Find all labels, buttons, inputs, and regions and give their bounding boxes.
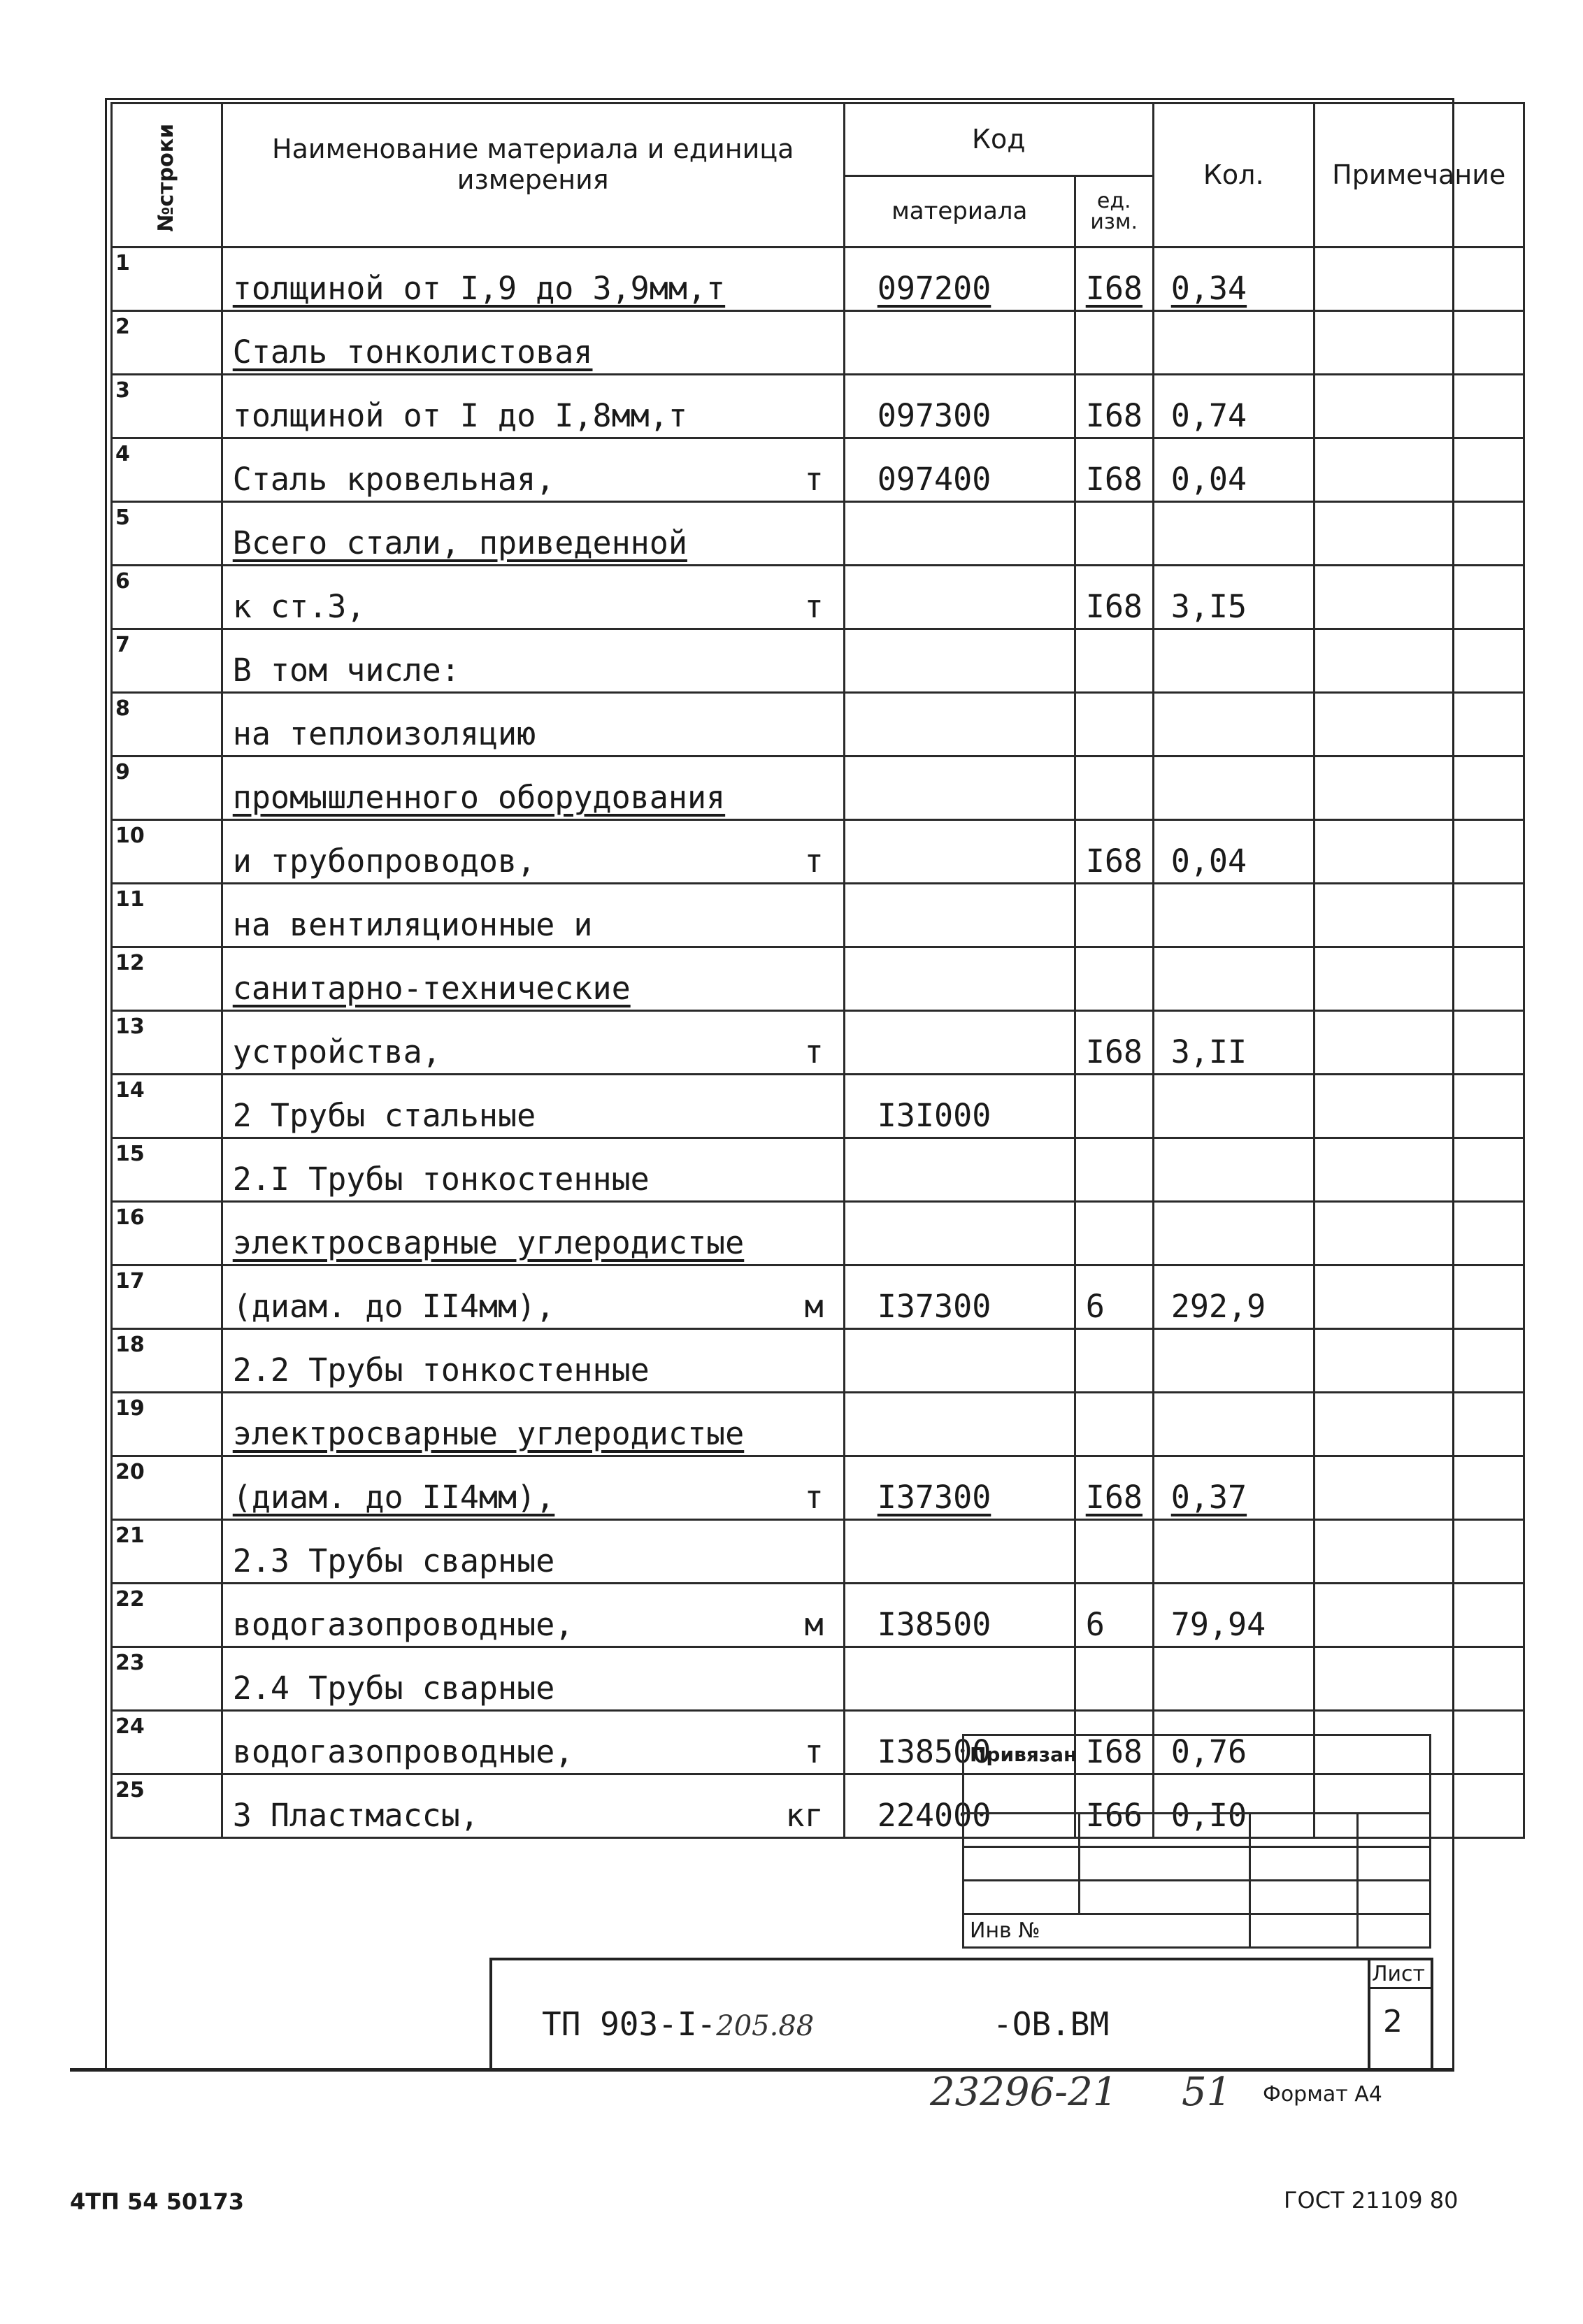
unit-code: I68 xyxy=(1075,566,1153,629)
table-row xyxy=(112,629,1524,693)
row-number: 19 xyxy=(112,1393,222,1456)
material-name xyxy=(222,756,844,820)
note xyxy=(1314,248,1524,311)
table-row xyxy=(112,1393,1524,1456)
material-code xyxy=(844,947,1075,1011)
sheet-number: 2 xyxy=(1383,2004,1403,2039)
standard-reference: ГОСТ 21109 80 xyxy=(1284,2187,1459,2214)
material-name-text: промышленного оборудования xyxy=(232,779,726,816)
measure-unit: т xyxy=(804,842,824,880)
header-code-unit: ед. изм. xyxy=(1075,176,1153,248)
note xyxy=(1314,947,1524,1011)
material-code xyxy=(844,311,1075,375)
unit-code: 6 xyxy=(1075,1265,1153,1329)
material-name xyxy=(222,1329,844,1393)
row-number: 24 xyxy=(112,1711,222,1774)
row-number: 23 xyxy=(112,1647,222,1711)
row-number: 1 xyxy=(112,248,222,311)
unit-code xyxy=(1075,756,1153,820)
unit-code xyxy=(1075,1138,1153,1202)
row-number: 7 xyxy=(112,629,222,693)
quantity: 79,94 xyxy=(1153,1584,1314,1647)
designation-prefix: ТП 903-I- xyxy=(542,2005,717,2043)
material-name xyxy=(222,566,844,629)
quantity xyxy=(1153,311,1314,375)
unit-code xyxy=(1075,1202,1153,1265)
note xyxy=(1314,1329,1524,1393)
row-number: 6 xyxy=(112,566,222,629)
note xyxy=(1314,375,1524,438)
note xyxy=(1314,1075,1524,1138)
quantity xyxy=(1153,1138,1314,1202)
material-name-text: Сталь тонколистовая xyxy=(232,333,593,371)
material-name xyxy=(222,1011,844,1075)
bound-stamp xyxy=(962,1734,1431,1949)
material-code: 097400 xyxy=(844,438,1075,502)
material-name-text: и трубопроводов, xyxy=(232,842,536,880)
material-name-text: 2.2 Трубы тонкостенные xyxy=(232,1351,650,1389)
row-number: 22 xyxy=(112,1584,222,1647)
unit-code xyxy=(1075,1647,1153,1711)
unit-code: I68 xyxy=(1075,820,1153,884)
material-name xyxy=(222,1774,844,1838)
table-row xyxy=(112,1520,1524,1584)
quantity: 0,I0 xyxy=(1153,1774,1314,1838)
note xyxy=(1314,693,1524,756)
material-code xyxy=(844,756,1075,820)
sheet-label: Лист xyxy=(1372,1962,1426,1986)
unit-code xyxy=(1075,947,1153,1011)
material-name-text: 3 Пластмассы, xyxy=(232,1797,479,1834)
table-row xyxy=(112,502,1524,566)
table-row xyxy=(112,884,1524,947)
unit-code xyxy=(1075,311,1153,375)
quantity: 0,34 xyxy=(1153,248,1314,311)
quantity xyxy=(1153,1647,1314,1711)
material-name-text: на вентиляционные и xyxy=(232,906,593,943)
designation-suffix: -ОВ.ВМ xyxy=(993,2005,1110,2043)
measure-unit: м xyxy=(804,1288,824,1325)
measure-unit: т xyxy=(804,1033,824,1070)
table-row xyxy=(112,1329,1524,1393)
row-number: 17 xyxy=(112,1265,222,1329)
quantity: 292,9 xyxy=(1153,1265,1314,1329)
quantity: 0,04 xyxy=(1153,820,1314,884)
header-note: Примечание xyxy=(1314,103,1524,248)
quantity xyxy=(1153,629,1314,693)
measure-unit: т xyxy=(804,1733,824,1770)
measure-unit: т xyxy=(804,461,824,498)
quantity xyxy=(1153,1520,1314,1584)
archive-number: 23296-21 xyxy=(930,2070,1118,2115)
material-name xyxy=(222,884,844,947)
material-name xyxy=(222,248,844,311)
row-number: 13 xyxy=(112,1011,222,1075)
row-number: 18 xyxy=(112,1329,222,1393)
header-code-material: материала xyxy=(844,176,1075,248)
material-name xyxy=(222,1075,844,1138)
material-name xyxy=(222,311,844,375)
table-row xyxy=(112,1584,1524,1647)
material-name-text: электросварные углеродистые xyxy=(232,1415,745,1452)
quantity xyxy=(1153,756,1314,820)
quantity: 0,37 xyxy=(1153,1456,1314,1520)
material-name-text: толщиной от I,9 до 3,9мм,т xyxy=(232,270,726,307)
unit-code xyxy=(1075,1075,1153,1138)
row-number: 20 xyxy=(112,1456,222,1520)
note xyxy=(1314,1456,1524,1520)
row-number: 25 xyxy=(112,1774,222,1838)
unit-code xyxy=(1075,502,1153,566)
material-name-text: толщиной от I до I,8мм,т xyxy=(232,397,687,434)
material-code: I37300 xyxy=(844,1456,1075,1520)
row-number: 4 xyxy=(112,438,222,502)
material-name xyxy=(222,1456,844,1520)
quantity: 0,74 xyxy=(1153,375,1314,438)
material-name-text: устройства, xyxy=(232,1033,441,1070)
material-name xyxy=(222,1647,844,1711)
material-name-text: к ст.3, xyxy=(232,588,366,625)
material-code: I38500 xyxy=(844,1711,1075,1774)
quantity: 0,76 xyxy=(1153,1711,1314,1774)
material-name-text: В том числе: xyxy=(232,652,460,689)
note xyxy=(1314,566,1524,629)
quantity xyxy=(1153,1393,1314,1456)
material-code: 224000 xyxy=(844,1774,1075,1838)
note xyxy=(1314,1520,1524,1584)
material-code xyxy=(844,502,1075,566)
bound-label: Привязан xyxy=(964,1735,1431,1814)
table-row xyxy=(112,438,1524,502)
material-name-text: на теплоизоляцию xyxy=(232,715,536,752)
materials-table-body xyxy=(112,248,1524,1838)
document-designation xyxy=(542,2005,814,2043)
measure-unit: т xyxy=(804,1479,824,1516)
note xyxy=(1314,1138,1524,1202)
unit-code: I66 xyxy=(1075,1774,1153,1838)
table-row xyxy=(112,248,1524,311)
row-number: 15 xyxy=(112,1138,222,1202)
note xyxy=(1314,438,1524,502)
unit-code xyxy=(1075,1329,1153,1393)
material-name-text: водогазопроводные, xyxy=(232,1606,574,1643)
material-code xyxy=(844,1329,1075,1393)
note xyxy=(1314,884,1524,947)
material-code xyxy=(844,629,1075,693)
material-name xyxy=(222,1584,844,1647)
table-row xyxy=(112,375,1524,438)
unit-code: I68 xyxy=(1075,438,1153,502)
row-number: 9 xyxy=(112,756,222,820)
table-row xyxy=(112,1456,1524,1520)
material-name xyxy=(222,438,844,502)
quantity xyxy=(1153,884,1314,947)
material-name-text: (диам. до II4мм), xyxy=(232,1479,555,1516)
header-material-name: Наименование материала и единица измерения xyxy=(222,103,844,248)
unit-code: 6 xyxy=(1075,1584,1153,1647)
quantity: 0,04 xyxy=(1153,438,1314,502)
material-name xyxy=(222,1393,844,1456)
material-code xyxy=(844,1647,1075,1711)
table-row xyxy=(112,1075,1524,1138)
table-row xyxy=(112,1011,1524,1075)
header-quantity: Кол. xyxy=(1153,103,1314,248)
quantity xyxy=(1153,693,1314,756)
quantity xyxy=(1153,1202,1314,1265)
material-code: 097200 xyxy=(844,248,1075,311)
material-name xyxy=(222,1520,844,1584)
row-number: 12 xyxy=(112,947,222,1011)
row-number: 16 xyxy=(112,1202,222,1265)
measure-unit: м xyxy=(804,1606,824,1643)
unit-code: I68 xyxy=(1075,1711,1153,1774)
material-name xyxy=(222,1711,844,1774)
unit-code xyxy=(1075,629,1153,693)
material-name-text: 2.4 Трубы сварные xyxy=(232,1670,555,1707)
material-code: I38500 xyxy=(844,1584,1075,1647)
row-number: 2 xyxy=(112,311,222,375)
material-code xyxy=(844,566,1075,629)
footer-sheet-number: 51 xyxy=(1182,2070,1232,2115)
note xyxy=(1314,502,1524,566)
row-number: 21 xyxy=(112,1520,222,1584)
material-code: I37300 xyxy=(844,1265,1075,1329)
quantity xyxy=(1153,502,1314,566)
table-row xyxy=(112,1647,1524,1711)
material-name-text: 2.3 Трубы сварные xyxy=(232,1542,555,1579)
material-code xyxy=(844,1202,1075,1265)
material-name xyxy=(222,820,844,884)
quantity: 3,I5 xyxy=(1153,566,1314,629)
material-code xyxy=(844,884,1075,947)
measure-unit: кг xyxy=(785,1797,824,1834)
material-name-text: Всего стали, приведенной xyxy=(232,524,687,561)
material-name xyxy=(222,375,844,438)
quantity xyxy=(1153,1329,1314,1393)
row-number: 5 xyxy=(112,502,222,566)
note xyxy=(1314,1265,1524,1329)
table-row xyxy=(112,947,1524,1011)
material-name xyxy=(222,693,844,756)
title-block-divider xyxy=(1368,1958,1370,2068)
material-code: 097300 xyxy=(844,375,1075,438)
material-name-text: 2.I Трубы тонкостенные xyxy=(232,1161,650,1198)
header-row-number: №строки xyxy=(112,103,222,248)
material-code: I3I000 xyxy=(844,1075,1075,1138)
row-number: 14 xyxy=(112,1075,222,1138)
material-code xyxy=(844,1011,1075,1075)
table-row xyxy=(112,756,1524,820)
unit-code xyxy=(1075,884,1153,947)
material-name xyxy=(222,1265,844,1329)
table-row xyxy=(112,693,1524,756)
note xyxy=(1314,756,1524,820)
unit-code: I68 xyxy=(1075,1011,1153,1075)
table-row xyxy=(112,566,1524,629)
table-row xyxy=(112,1138,1524,1202)
inventory-number-label: Инв № xyxy=(964,1914,1250,1948)
material-code xyxy=(844,820,1075,884)
material-name-text: водогазопроводные, xyxy=(232,1733,574,1770)
sheet-frame-bottom-line xyxy=(70,2068,1454,2072)
material-name-text: (диам. до II4мм), xyxy=(232,1288,555,1325)
quantity: 3,II xyxy=(1153,1011,1314,1075)
material-name xyxy=(222,1138,844,1202)
unit-code xyxy=(1075,1520,1153,1584)
row-number: 11 xyxy=(112,884,222,947)
material-code xyxy=(844,1520,1075,1584)
note xyxy=(1314,629,1524,693)
note xyxy=(1314,1011,1524,1075)
material-name-text: Сталь кровельная, xyxy=(232,461,555,498)
note xyxy=(1314,820,1524,884)
material-name xyxy=(222,629,844,693)
unit-code: I68 xyxy=(1075,248,1153,311)
material-code xyxy=(844,693,1075,756)
material-name xyxy=(222,1202,844,1265)
unit-code xyxy=(1075,1393,1153,1456)
material-name xyxy=(222,947,844,1011)
material-name-text: санитарно-технические xyxy=(232,970,631,1007)
unit-code: I68 xyxy=(1075,1456,1153,1520)
material-code xyxy=(844,1393,1075,1456)
designation-handwritten: 205.88 xyxy=(716,2010,815,2042)
measure-unit: т xyxy=(804,588,824,625)
quantity xyxy=(1153,1075,1314,1138)
note xyxy=(1314,1584,1524,1647)
material-name-text: 2 Трубы стальные xyxy=(232,1097,536,1134)
table-row xyxy=(112,1202,1524,1265)
unit-code: I68 xyxy=(1075,375,1153,438)
material-name xyxy=(222,502,844,566)
row-number: 10 xyxy=(112,820,222,884)
header-code-group: Код xyxy=(844,103,1153,176)
quantity xyxy=(1153,947,1314,1011)
note xyxy=(1314,1202,1524,1265)
format-label: Формат А4 xyxy=(1263,2082,1382,2107)
note xyxy=(1314,311,1524,375)
unit-code xyxy=(1075,693,1153,756)
materials-table xyxy=(110,102,1525,1839)
note xyxy=(1314,1647,1524,1711)
table-row xyxy=(112,820,1524,884)
table-row xyxy=(112,311,1524,375)
left-code: 4ТП 54 50173 xyxy=(70,2188,245,2215)
material-code xyxy=(844,1138,1075,1202)
title-block-sheet-line xyxy=(1368,1987,1433,1989)
table-row xyxy=(112,1265,1524,1329)
material-name-text: электросварные углеродистые xyxy=(232,1224,745,1261)
row-number: 8 xyxy=(112,693,222,756)
note xyxy=(1314,1393,1524,1456)
row-number: 3 xyxy=(112,375,222,438)
